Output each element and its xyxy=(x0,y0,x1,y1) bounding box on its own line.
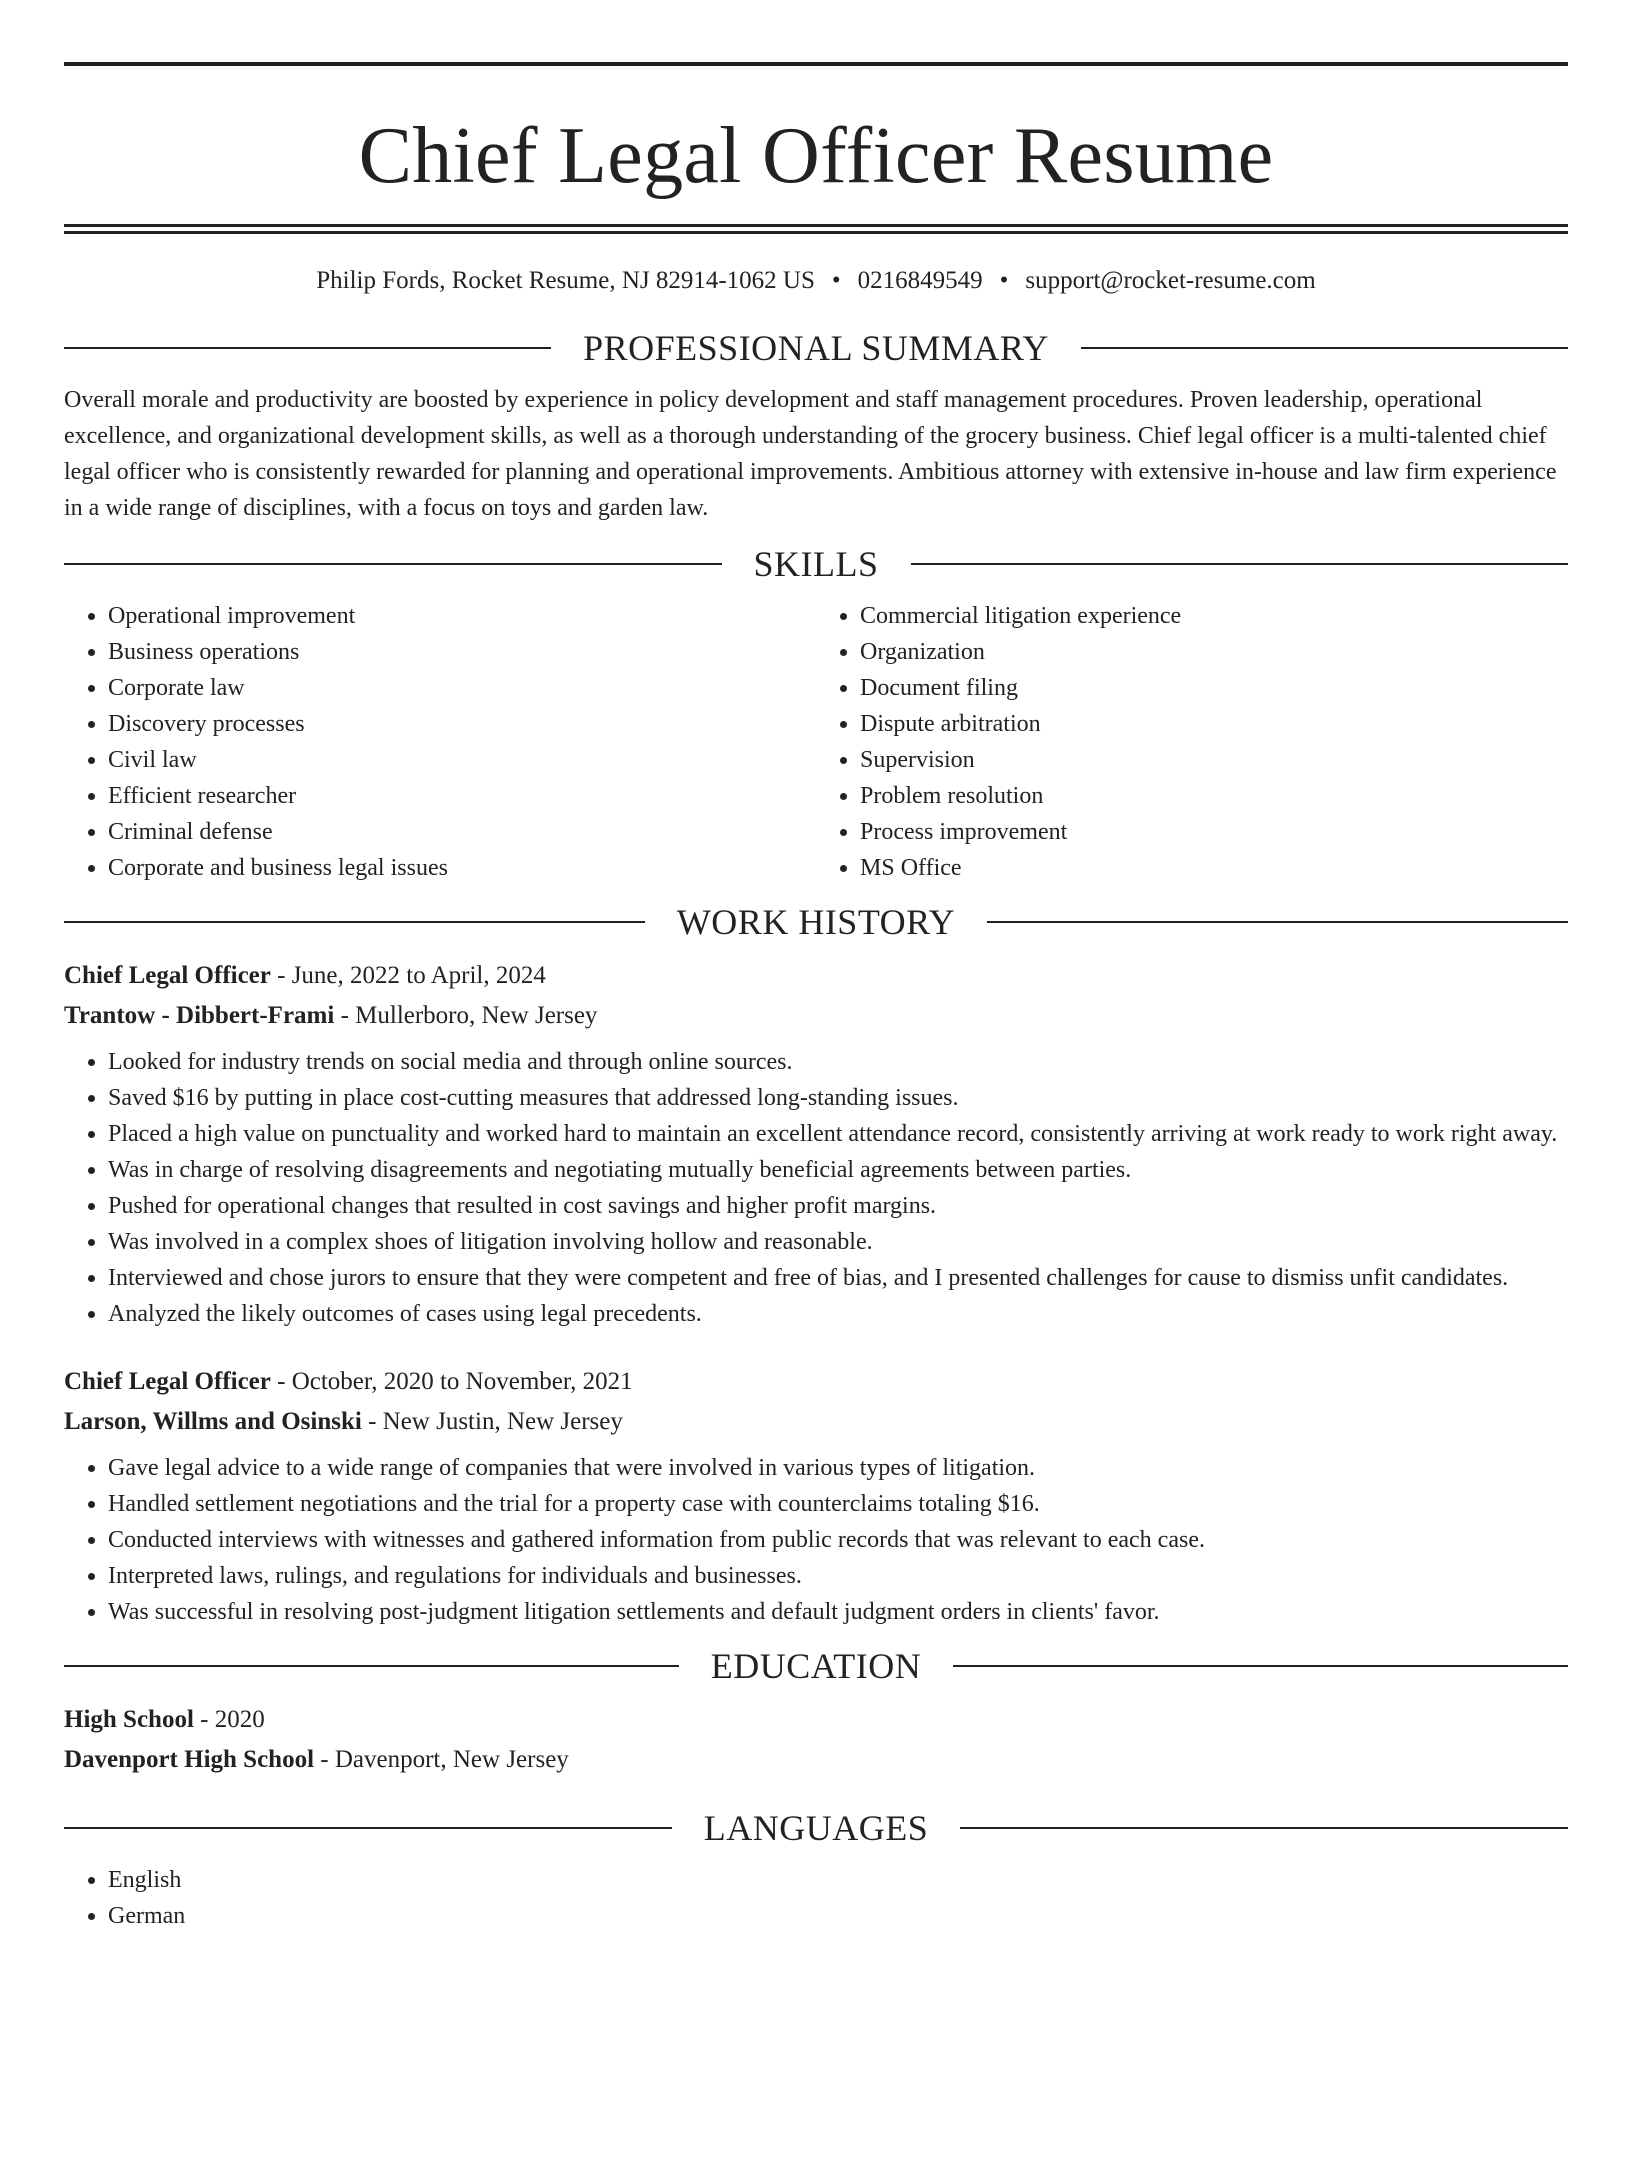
job-dates: - June, 2022 to April, 2024 xyxy=(270,962,546,989)
skill-item: • Problem resolution xyxy=(860,778,1568,814)
skills-list-right xyxy=(816,598,1568,886)
divider-line xyxy=(64,1665,679,1667)
contact-separator: • xyxy=(999,267,1009,294)
degree-year: - 2020 xyxy=(193,1706,265,1733)
job-bullet: • Interviewed and chose jurors to ensure that they were competent and free of bias, and I presented challenges for cause to dismiss unfit candidates. xyxy=(108,1260,1568,1296)
job-bullets xyxy=(64,1450,1568,1630)
divider-line xyxy=(64,1827,672,1829)
job-title: Chief Legal Officer xyxy=(64,962,271,989)
divider-line xyxy=(911,563,1569,565)
top-rule xyxy=(64,62,1568,66)
skill-item: • Corporate law xyxy=(108,670,816,706)
school-line xyxy=(64,1740,1568,1780)
work-heading: WORK HISTORY xyxy=(676,902,956,942)
skill-item: • Operational improvement xyxy=(108,598,816,634)
job-bullet: • Handled settlement negotiations and the trial for a property case with counterclaims totaling $16. xyxy=(108,1486,1568,1522)
language-item: • German xyxy=(108,1898,1568,1934)
resume-page xyxy=(0,62,1632,2174)
divider-line xyxy=(1081,347,1568,349)
job-bullet: • Was involved in a complex shoes of litigation involving hollow and reasonable. xyxy=(108,1224,1568,1260)
work-section-header xyxy=(64,900,1568,944)
job-location: - Mullerboro, New Jersey xyxy=(334,1002,598,1029)
skill-item: • Business operations xyxy=(108,634,816,670)
divider-line xyxy=(64,563,722,565)
skill-item: • Corporate and business legal issues xyxy=(108,850,816,886)
job-bullet: • Gave legal advice to a wide range of companies that were involved in various types of litigation. xyxy=(108,1450,1568,1486)
double-rule xyxy=(64,224,1568,234)
contact-email: support@rocket-resume.com xyxy=(1025,267,1316,294)
job-bullet: • Looked for industry trends on social media and through online sources. xyxy=(108,1044,1568,1080)
divider-line xyxy=(953,1665,1568,1667)
education-section-header xyxy=(64,1644,1568,1688)
education-heading: EDUCATION xyxy=(710,1646,922,1686)
job-location: - New Justin, New Jersey xyxy=(361,1408,623,1435)
job-company-line xyxy=(64,1402,1568,1442)
job-company-line xyxy=(64,996,1568,1036)
summary-text: Overall morale and productivity are boosted by experience in policy development and staff management procedures. Proven leadership, operational excellence, and organizational development skills, as well as a thorough understanding of the grocery business. Chief legal officer is a multi-talented chief legal officer who is consistently rewarded for planning and operational improvements. Ambitious attorney with extensive in-house and law firm experience in a wide range of disciplines, with a focus on toys and garden law. xyxy=(64,387,1557,521)
contact-address: Philip Fords, Rocket Resume, NJ 82914-1062 US xyxy=(316,267,815,294)
skill-item: • MS Office xyxy=(860,850,1568,886)
divider-line xyxy=(987,921,1568,923)
job-bullet: • Interpreted laws, rulings, and regulations for individuals and businesses. xyxy=(108,1558,1568,1594)
job-bullet: • Saved $16 by putting in place cost-cutting measures that addressed long-standing issues. xyxy=(108,1080,1568,1116)
job-bullet: • Was in charge of resolving disagreements and negotiating mutually beneficial agreements between parties. xyxy=(108,1152,1568,1188)
job-bullet: • Analyzed the likely outcomes of cases using legal precedents. xyxy=(108,1296,1568,1332)
skills-list-left xyxy=(64,598,816,886)
job-dates: - October, 2020 to November, 2021 xyxy=(270,1368,633,1395)
job-title-line xyxy=(64,1362,1568,1402)
summary-heading: PROFESSIONAL SUMMARY xyxy=(583,328,1049,368)
job-bullet: • Pushed for operational changes that resulted in cost savings and higher profit margins. xyxy=(108,1188,1568,1224)
job-title: Chief Legal Officer xyxy=(64,1368,271,1395)
degree: High School xyxy=(64,1706,194,1733)
summary-section-header xyxy=(64,326,1568,370)
skills-heading: SKILLS xyxy=(753,544,879,584)
languages-list xyxy=(64,1862,1568,1934)
job-company: Larson, Willms and Osinski xyxy=(64,1408,362,1435)
divider-line xyxy=(960,1827,1568,1829)
skill-item: • Dispute arbitration xyxy=(860,706,1568,742)
job-bullet: • Conducted interviews with witnesses and gathered information from public records that was relevant to each case. xyxy=(108,1522,1568,1558)
contact-separator: • xyxy=(831,267,841,294)
language-item: • English xyxy=(108,1862,1568,1898)
job-entry xyxy=(64,1362,1568,1630)
job-title-line xyxy=(64,956,1568,996)
job-company: Trantow - Dibbert-Frami xyxy=(64,1002,335,1029)
skill-item: • Commercial litigation experience xyxy=(860,598,1568,634)
resume-title: Chief Legal Officer Resume xyxy=(358,112,1274,200)
contact-phone: 0216849549 xyxy=(857,267,983,294)
languages-heading: LANGUAGES xyxy=(703,1808,929,1848)
skill-item: • Supervision xyxy=(860,742,1568,778)
skill-item: • Organization xyxy=(860,634,1568,670)
education-entry xyxy=(64,1700,1568,1780)
job-bullet: • Placed a high value on punctuality and worked hard to maintain an excellent attendance record, consistently arriving at work ready to work right away. xyxy=(108,1116,1568,1152)
school-name: Davenport High School xyxy=(64,1746,315,1773)
languages-section-header xyxy=(64,1806,1568,1850)
job-bullet: • Was successful in resolving post-judgment litigation settlements and default judgment orders in clients' favor. xyxy=(108,1594,1568,1630)
school-location: - Davenport, New Jersey xyxy=(314,1746,569,1773)
divider-line xyxy=(64,921,645,923)
skill-item: • Efficient researcher xyxy=(108,778,816,814)
job-entry xyxy=(64,956,1568,1332)
contact-line xyxy=(64,266,1568,296)
skill-item: • Criminal defense xyxy=(108,814,816,850)
skill-item: • Civil law xyxy=(108,742,816,778)
degree-line xyxy=(64,1700,1568,1740)
skill-item: • Document filing xyxy=(860,670,1568,706)
job-bullets xyxy=(64,1044,1568,1332)
skills-columns xyxy=(64,598,1568,886)
skill-item: • Discovery processes xyxy=(108,706,816,742)
skill-item: • Process improvement xyxy=(860,814,1568,850)
skills-section-header xyxy=(64,542,1568,586)
divider-line xyxy=(64,347,551,349)
